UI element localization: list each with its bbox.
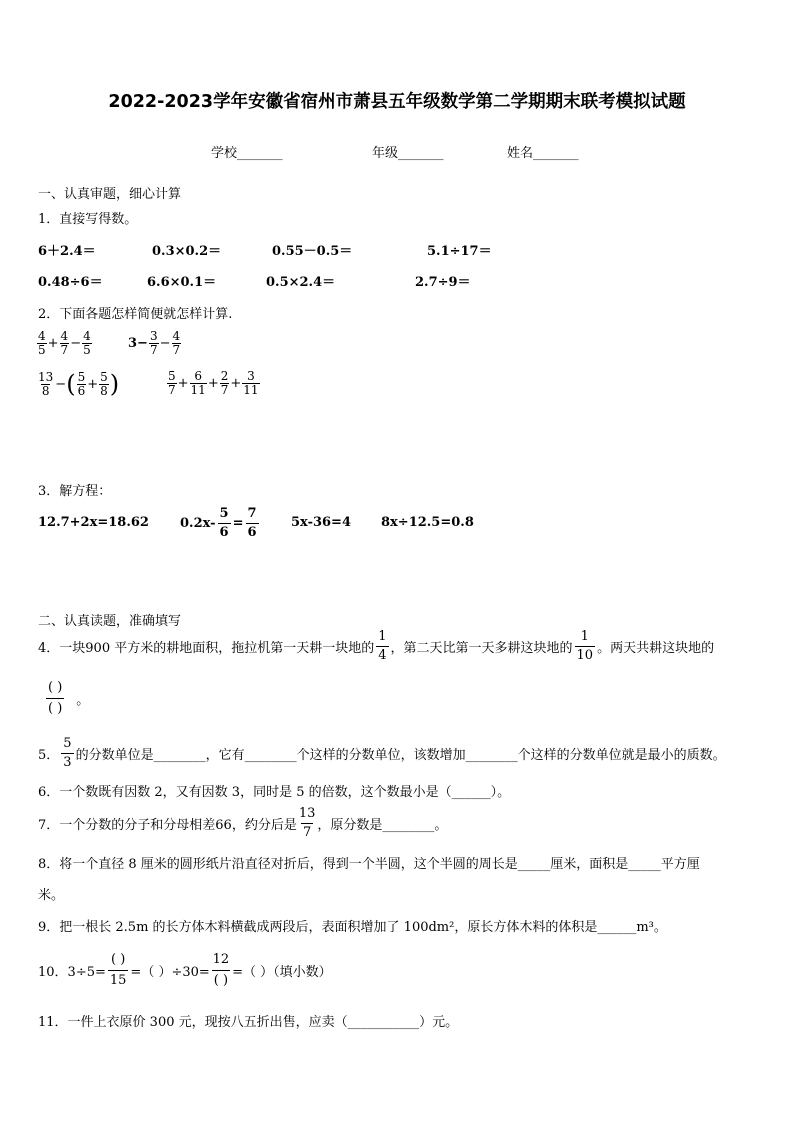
q3-equation-3: 5x-36=4 xyxy=(291,515,351,530)
section-heading-1: 一、认真审题，细心计算 xyxy=(38,187,182,202)
q3-equation-4: 8x÷12.5=0.8 xyxy=(381,515,474,530)
fraction-blank[interactable]: $\frac{( )}{15}$ xyxy=(108,950,129,991)
q1-item: 0.5×2.4＝ xyxy=(266,275,336,290)
question-8-continued: 米。 xyxy=(38,888,65,903)
fraction: $\frac{4}{7}$ xyxy=(60,329,69,357)
question-5: 5． $\frac{5}{3}$ 的分数单位是________，它有________个这样的分数单位，该数增加________个这样的分数单位就是最小的质数。 xyxy=(38,736,726,770)
school-field: 学校_______ xyxy=(211,146,283,161)
fraction: $\frac{5}{6}$ xyxy=(77,369,86,398)
question-1-label: 1．直接写得数。 xyxy=(38,212,138,227)
fraction: $\frac{3}{7}$ xyxy=(149,329,158,357)
question-9: 9．把一根长 2.5m 的长方体木料横截成两段后，表面积增加了 100dm²，原长方体木料的体积是______m³。 xyxy=(38,920,667,935)
fraction: $\frac{3}{11}$ xyxy=(243,369,259,397)
q2-expression-2: 3− $\frac{3}{7}$ − $\frac{4}{7}$ xyxy=(128,329,181,357)
fraction: $\frac{5}{6}$ xyxy=(219,506,229,540)
fraction: $\frac{5}{8}$ xyxy=(100,369,108,398)
question-4: 4．一块900 平方米的耕地面积，拖拉机第一天耕一块地的 $\frac{1}{4}$ ，第二天比第一天多耕这块地的 $\frac{1}{10}$ 。两天共耕这块地的 xyxy=(38,629,715,663)
fraction: $\frac{4}{5}$ xyxy=(83,329,91,357)
q1-item: 6＋2.4＝ xyxy=(38,244,96,259)
question-6: 6．一个数既有因数 2，又有因数 3，同时是 5 的倍数，这个数最小是（______）。 xyxy=(38,785,511,800)
q2-expression-3: $\frac{13}{8}$ − ( $\frac{5}{6}$ + $\frac{5}{8}$ ) xyxy=(38,369,120,398)
answer-fraction-blank[interactable]: $\frac{( )}{( )}$ xyxy=(46,678,64,719)
fraction: $\frac{6}{11}$ xyxy=(190,369,206,397)
grade-field: 年级_______ xyxy=(372,146,444,161)
q1-item: 0.48÷6＝ xyxy=(38,275,103,290)
question-7: 7．一个分数的分子和分母相差66，约分后是 $\frac{13}{7}$ ，原分数是________。 xyxy=(38,806,448,840)
fraction: $\frac{1}{10}$ xyxy=(576,629,594,663)
fraction: $\frac{4}{5}$ xyxy=(38,329,46,357)
page-title: 2022-2023学年安徽省宿州市萧县五年级数学第二学期期末联考模拟试题 xyxy=(108,92,686,112)
fraction: $\frac{4}{7}$ xyxy=(172,329,181,357)
fraction: $\frac{13}{8}$ xyxy=(38,369,54,398)
question-10: 10．3÷5= $\frac{( )}{15}$ =（ ）÷30= $\frac{12}{( )}$ =（ ）（填小数） xyxy=(38,950,332,991)
section-heading-2: 二、认真读题，准确填写 xyxy=(38,614,182,629)
question-2-label: 2．下面各题怎样简便就怎样计算. xyxy=(38,307,233,322)
fraction: $\frac{13}{7}$ xyxy=(298,806,316,840)
fraction: $\frac{7}{6}$ xyxy=(247,506,257,540)
fraction: $\frac{5}{3}$ xyxy=(63,736,72,770)
fraction-blank[interactable]: $\frac{12}{( )}$ xyxy=(212,950,230,991)
fraction: $\frac{2}{7}$ xyxy=(220,369,229,397)
fraction: $\frac{5}{7}$ xyxy=(168,369,176,397)
question-8: 8．将一个直径 8 厘米的圆形纸片沿直径对折后，得到一个半圆，这个半圆的周长是_____厘米，面积是_____平方厘 xyxy=(38,857,700,872)
q1-item: 0.55－0.5＝ xyxy=(272,244,353,259)
q1-item: 0.3×0.2＝ xyxy=(152,244,222,259)
fraction: $\frac{1}{4}$ xyxy=(378,629,387,663)
q2-expression-1: $\frac{4}{5}$ + $\frac{4}{7}$ − $\frac{4}{5}$ xyxy=(38,329,91,357)
q1-item: 6.6×0.1＝ xyxy=(147,275,217,290)
question-11: 11．一件上衣原价 300 元，现按八五折出售，应卖（___________）元。 xyxy=(38,1015,459,1030)
q3-equation-2: 0.2x- $\frac{5}{6}$ = $\frac{7}{6}$ xyxy=(180,506,257,540)
name-field: 姓名_______ xyxy=(507,146,579,161)
q2-expression-4: $\frac{5}{7}$ + $\frac{6}{11}$ + $\frac{2}{7}$ + $\frac{3}{11}$ xyxy=(168,369,259,397)
q1-item: 5.1÷17＝ xyxy=(427,244,492,259)
q1-item: 2.7÷9＝ xyxy=(415,275,471,290)
q3-equation-1: 12.7+2x=18.62 xyxy=(38,515,149,530)
q4-answer: $\frac{( )}{( )}$ 。 xyxy=(44,678,89,719)
question-3-label: 3．解方程： xyxy=(38,484,112,499)
